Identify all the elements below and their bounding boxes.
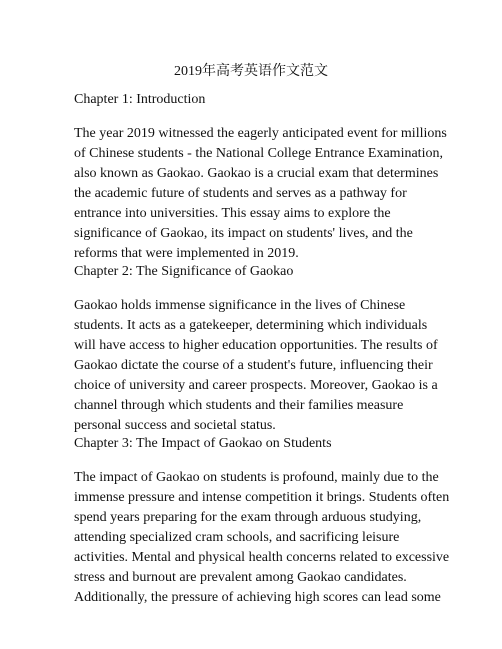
paragraph-line: significance of Gaokao, its impact on students' lives, and the: [74, 226, 413, 241]
chapter-1-heading: Chapter 1: Introduction: [74, 92, 206, 107]
chapter-1-paragraph: [74, 124, 447, 264]
paragraph-line: Additionally, the pressure of achieving high scores can lead some: [74, 590, 441, 605]
paragraph-line: stress and burnout are prevalent among Gaokao candidates.: [74, 570, 407, 585]
chapter-2-paragraph: [74, 296, 438, 436]
paragraph-line: will have access to higher education opportunities. The results of: [74, 338, 438, 353]
paragraph-line: Gaokao holds immense significance in the lives of Chinese: [74, 298, 406, 313]
paragraph-line: of Chinese students - the National College Entrance Examination,: [74, 146, 443, 161]
paragraph-line: activities. Mental and physical health concerns related to excessive: [74, 550, 450, 565]
paragraph-line: reforms that were implemented in 2019.: [74, 246, 299, 261]
paragraph-line: also known as Gaokao. Gaokao is a crucial exam that determines: [74, 166, 439, 181]
paragraph-line: attending specialized cram schools, and sacrificing leisure: [74, 530, 400, 545]
paragraph-line: students. It acts as a gatekeeper, determining which individuals: [74, 318, 428, 333]
paragraph-line: The impact of Gaokao on students is profound, mainly due to the: [74, 470, 439, 485]
paragraph-line: the academic future of students and serves as a pathway for: [74, 186, 407, 201]
paragraph-line: The year 2019 witnessed the eagerly anticipated event for millions: [74, 126, 447, 141]
paragraph-line: channel through which students and their families measure: [74, 398, 404, 413]
paragraph-line: Gaokao dictate the course of a student's future, influencing their: [74, 358, 433, 373]
paragraph-line: personal success and societal status.: [74, 418, 276, 433]
paragraph-line: spend years preparing for the exam through arduous studying,: [74, 510, 422, 525]
paragraph-line: choice of university and career prospects. Moreover, Gaokao is a: [74, 378, 438, 393]
chapter-2-heading: Chapter 2: The Significance of Gaokao: [74, 264, 294, 279]
paragraph-line: entrance into universities. This essay aims to explore the: [74, 206, 391, 221]
chapter-3-paragraph: [74, 468, 449, 608]
document-title: 2019年高考英语作文范文: [174, 64, 328, 79]
paragraph-line: immense pressure and intense competition it brings. Students often: [74, 490, 450, 505]
chapter-3-heading: Chapter 3: The Impact of Gaokao on Students: [74, 436, 332, 451]
